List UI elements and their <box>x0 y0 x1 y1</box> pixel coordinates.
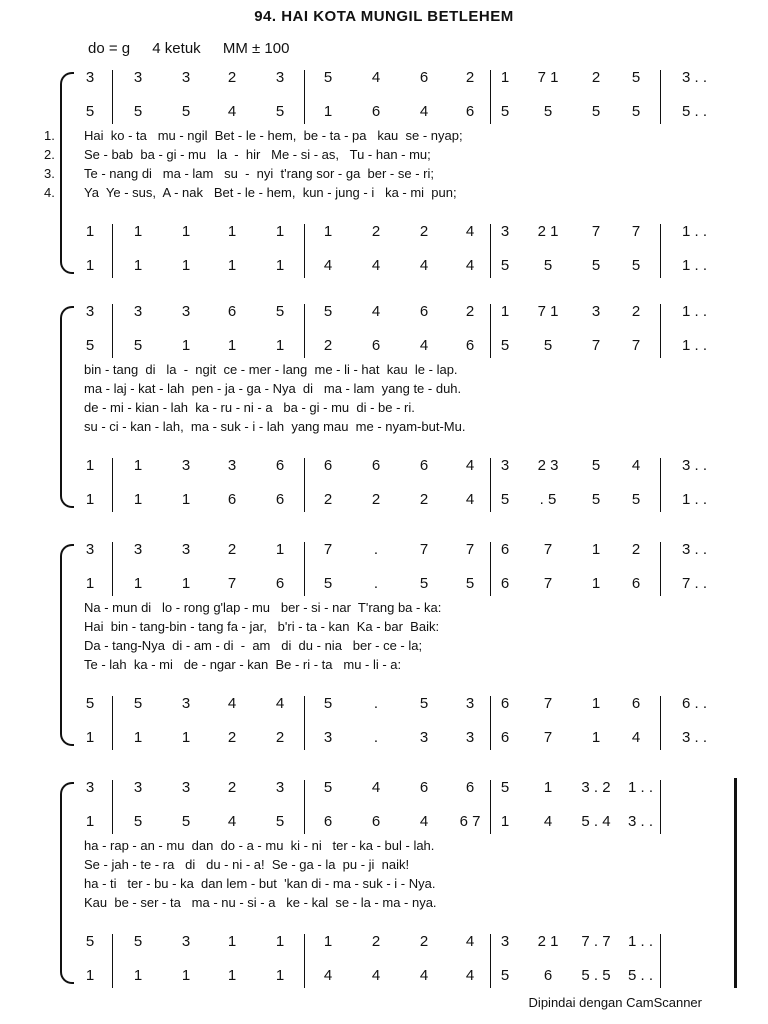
note: 5 <box>323 779 333 796</box>
lyric-line: ma - laj - kat - lah pen - ja - ga - Nya di ma - lam yang te - duh. <box>84 381 462 396</box>
note: 1 <box>133 729 143 746</box>
note: 5 <box>323 695 333 712</box>
note: 6 <box>419 303 429 320</box>
note: 5 <box>631 103 641 120</box>
note: 1 . . <box>682 491 708 508</box>
note: 5 <box>85 103 95 120</box>
note: 7 <box>631 337 641 354</box>
note: 4 <box>323 257 333 274</box>
note: 1 <box>133 575 143 592</box>
note: 6 <box>227 303 237 320</box>
note: 1 <box>181 491 191 508</box>
note: 4 <box>543 813 553 830</box>
time-signature: 4 ketuk <box>152 40 201 57</box>
note: 1 <box>500 69 510 86</box>
note: 5 <box>591 491 601 508</box>
voice-3-row <box>0 222 768 242</box>
note: 5 <box>419 695 429 712</box>
note: 6 . . <box>682 695 708 712</box>
note: 7 <box>543 541 553 558</box>
note: 4 <box>465 257 475 274</box>
note: 7 1 <box>537 69 559 86</box>
note: 3 <box>181 69 191 86</box>
note: 6 <box>500 695 510 712</box>
note: 3 <box>275 779 285 796</box>
note: 5 <box>323 575 333 592</box>
note: 6 <box>371 457 381 474</box>
note: 3 <box>181 933 191 950</box>
note: 3 <box>227 457 237 474</box>
lyric-line: bin - tang di la - ngit ce - mer - lang me - li - hat kau le - lap. <box>84 362 458 377</box>
note: 7 . 7 <box>581 933 611 950</box>
lyric-line: de - mi - kian - lah ka - ru - ni - a ba - gi - mu di - be - ri. <box>84 400 415 415</box>
note: 3 <box>181 541 191 558</box>
note: 4 <box>419 813 429 830</box>
note: 5 . . <box>682 103 708 120</box>
lyric-line: su - ci - kan - lah, ma - suk - i - lah yang mau me - nyam-but-Mu. <box>84 419 466 434</box>
note: 1 <box>227 223 237 240</box>
note: 3 <box>500 223 510 240</box>
note: 3 . . <box>682 457 708 474</box>
note: 6 <box>227 491 237 508</box>
note: 6 <box>371 813 381 830</box>
note: 3 <box>85 69 95 86</box>
note: 7 . . <box>682 575 708 592</box>
note: . <box>373 729 379 746</box>
note: 5 <box>133 337 143 354</box>
note: 1 . . <box>682 303 708 320</box>
note: 1 <box>85 813 95 830</box>
note: 2 1 <box>537 223 559 240</box>
lyric-line: Hai ko - ta mu - ngil Bet - le - hem, be - ta - pa kau se - nyap; <box>84 128 463 143</box>
note: 3 <box>85 541 95 558</box>
note: 3 <box>591 303 601 320</box>
note: 3 <box>133 779 143 796</box>
note: 2 <box>631 541 641 558</box>
note: 1 <box>275 541 285 558</box>
note: 5 <box>591 103 601 120</box>
note: 1 . . <box>682 223 708 240</box>
note: 2 <box>591 69 601 86</box>
note: 3 . . <box>682 729 708 746</box>
note: 5 <box>543 103 553 120</box>
note: 1 <box>133 457 143 474</box>
note: 1 . . <box>628 779 654 796</box>
note: 7 <box>465 541 475 558</box>
note: 6 <box>275 575 285 592</box>
note: 5 <box>85 337 95 354</box>
verse-number: 2. <box>44 147 55 162</box>
note: 2 <box>323 491 333 508</box>
note: 3 <box>465 695 475 712</box>
note: 1 . . <box>628 933 654 950</box>
note: 4 <box>465 457 475 474</box>
note: 5 <box>133 103 143 120</box>
note: 4 <box>227 695 237 712</box>
note: 1 <box>85 729 95 746</box>
note: 2 <box>227 779 237 796</box>
note: 4 <box>371 967 381 984</box>
note: 1 <box>500 813 510 830</box>
note: 4 <box>419 337 429 354</box>
note: 6 <box>419 779 429 796</box>
note: 1 <box>85 575 95 592</box>
note: 5 <box>500 779 510 796</box>
note: 7 <box>543 695 553 712</box>
note: 6 <box>419 457 429 474</box>
note: 4 <box>275 695 285 712</box>
voice-4-row <box>0 728 768 748</box>
note: 6 <box>371 337 381 354</box>
note: 3 . . <box>628 813 654 830</box>
note: 5 <box>591 257 601 274</box>
note: 4 <box>323 967 333 984</box>
note: 1 <box>275 223 285 240</box>
note: 5 <box>419 575 429 592</box>
note: 6 <box>323 457 333 474</box>
note: 3 <box>181 303 191 320</box>
note: 1 <box>181 337 191 354</box>
note: 1 <box>181 575 191 592</box>
note: 6 <box>500 541 510 558</box>
note: 1 <box>275 257 285 274</box>
note: 2 3 <box>537 457 559 474</box>
note: 7 <box>543 575 553 592</box>
note: 1 <box>227 933 237 950</box>
note: 3 <box>500 933 510 950</box>
note: 5 <box>133 813 143 830</box>
note: 6 <box>631 575 641 592</box>
note: 1 <box>591 541 601 558</box>
note: 4 <box>631 729 641 746</box>
note: 1 <box>275 967 285 984</box>
note: 1 <box>85 223 95 240</box>
note: 5 <box>85 695 95 712</box>
note: 3 <box>181 779 191 796</box>
note: 5 <box>133 933 143 950</box>
note: 4 <box>465 967 475 984</box>
voice-1-row <box>0 68 768 88</box>
note: 5 <box>631 69 641 86</box>
note: 4 <box>371 257 381 274</box>
note: 2 <box>465 69 475 86</box>
note: 4 <box>419 257 429 274</box>
note: 5 <box>181 813 191 830</box>
verse-number: 1. <box>44 128 55 143</box>
note: 1 <box>85 967 95 984</box>
note: 1 <box>323 933 333 950</box>
lyric-line: Se - jah - te - ra di du - ni - a! Se - ga - la pu - ji naik! <box>84 857 410 872</box>
note: 3 <box>419 729 429 746</box>
note: 2 <box>371 223 381 240</box>
note: 1 <box>227 257 237 274</box>
note: 3 <box>181 695 191 712</box>
lyric-line: Hai bin - tang-bin - tang fa - jar, b'ri - ta - kan Ka - bar Baik: <box>84 619 440 634</box>
note: 4 <box>371 69 381 86</box>
note: 1 <box>133 257 143 274</box>
note: 5 <box>631 491 641 508</box>
voice-4-row <box>0 490 768 510</box>
lyric-line: Te - lah ka - mi de - ngar - kan Be - ri - ta mu - li - a: <box>84 657 402 672</box>
note: 1 <box>591 575 601 592</box>
note: 1 <box>85 457 95 474</box>
note: 4 <box>419 103 429 120</box>
note: 5 <box>275 813 285 830</box>
note: . <box>373 575 379 592</box>
note: 5 <box>465 575 475 592</box>
scanner-watermark: Dipindai dengan CamScanner <box>528 995 702 1010</box>
note: 1 <box>323 223 333 240</box>
note: 1 <box>323 103 333 120</box>
note: 3 <box>275 69 285 86</box>
note: 1 <box>500 303 510 320</box>
note: 1 <box>181 223 191 240</box>
note: 6 <box>500 575 510 592</box>
note: 3 <box>323 729 333 746</box>
song-title: 94. HAI KOTA MUNGIL BETLEHEM <box>254 8 514 25</box>
verse-number: 4. <box>44 185 55 200</box>
voice-2-row <box>0 102 768 122</box>
note: 3 <box>133 541 143 558</box>
key-signature: do = g <box>88 40 131 57</box>
note: 7 1 <box>537 303 559 320</box>
note: 5 <box>631 257 641 274</box>
voice-1-row <box>0 302 768 322</box>
note: 5 . . <box>628 967 654 984</box>
note: 3 . 2 <box>581 779 611 796</box>
note: 6 <box>419 69 429 86</box>
note: 3 <box>181 457 191 474</box>
lyric-line: ha - ti ter - bu - ka dan lem - but 'kan di - ma - suk - i - Nya. <box>84 876 436 891</box>
note: 7 <box>227 575 237 592</box>
note: 6 <box>275 457 285 474</box>
note: 7 <box>419 541 429 558</box>
note: 5 <box>275 303 285 320</box>
note: 1 <box>591 729 601 746</box>
note: 4 <box>227 813 237 830</box>
note: 3 <box>133 303 143 320</box>
voice-1-row <box>0 540 768 560</box>
note: 1 . . <box>682 257 708 274</box>
voice-4-row <box>0 256 768 276</box>
note: 4 <box>465 223 475 240</box>
note: 2 <box>465 303 475 320</box>
note: 1 <box>227 967 237 984</box>
note: 2 <box>275 729 285 746</box>
voice-2-row <box>0 336 768 356</box>
note: 2 <box>371 933 381 950</box>
final-barline <box>734 778 737 988</box>
note: 4 <box>371 303 381 320</box>
note: 1 <box>85 257 95 274</box>
note: 1 . . <box>682 337 708 354</box>
voice-2-row <box>0 812 768 832</box>
note: 3 <box>85 303 95 320</box>
note: 5 <box>323 69 333 86</box>
note: 1 <box>181 257 191 274</box>
note: 5 <box>275 103 285 120</box>
note: 5 <box>85 933 95 950</box>
metronome-mark: MM ± 100 <box>222 40 290 57</box>
note: 5 <box>323 303 333 320</box>
note: 2 <box>419 223 429 240</box>
note: 1 <box>275 337 285 354</box>
note: 6 <box>543 967 553 984</box>
lyric-line: ha - rap - an - mu dan do - a - mu ki - ni ter - ka - bul - lah. <box>84 838 435 853</box>
note: 5 <box>181 103 191 120</box>
note: 7 <box>631 223 641 240</box>
note: 2 <box>631 303 641 320</box>
note: 5 <box>500 257 510 274</box>
lyric-line: Na - mun di lo - rong g'lap - mu ber - si - nar T'rang ba - ka: <box>84 600 442 615</box>
lyric-line: Te - nang di ma - lam su - nyi t'rang sor - ga ber - se - ri; <box>84 166 434 181</box>
note: 3 <box>133 69 143 86</box>
note: 7 <box>543 729 553 746</box>
note: 1 <box>133 491 143 508</box>
lyric-line: Kau be - ser - ta ma - nu - si - a ke - kal se - la - ma - nya. <box>84 895 437 910</box>
note: 4 <box>465 491 475 508</box>
note: 2 <box>371 491 381 508</box>
note: 7 <box>323 541 333 558</box>
note: 2 <box>419 491 429 508</box>
note: 3 <box>465 729 475 746</box>
note: 1 <box>181 967 191 984</box>
note: 1 <box>591 695 601 712</box>
note: 3 . . <box>682 541 708 558</box>
voice-3-row <box>0 456 768 476</box>
tempo-line <box>88 40 307 57</box>
note: 4 <box>419 967 429 984</box>
note: 4 <box>227 103 237 120</box>
note: 1 <box>543 779 553 796</box>
note: 7 <box>591 223 601 240</box>
note: 5 . 5 <box>581 967 611 984</box>
note: 1 <box>227 337 237 354</box>
note: 2 <box>419 933 429 950</box>
note: 3 <box>500 457 510 474</box>
note: 5 <box>500 967 510 984</box>
note: 7 <box>591 337 601 354</box>
note: 5 . 4 <box>581 813 611 830</box>
note: 1 <box>181 729 191 746</box>
note: 6 <box>371 103 381 120</box>
note: 5 <box>591 457 601 474</box>
note: 6 <box>500 729 510 746</box>
note: 2 1 <box>537 933 559 950</box>
note: 6 <box>323 813 333 830</box>
note: 6 <box>465 103 475 120</box>
lyric-line: Da - tang-Nya di - am - di - am di du - nia ber - ce - la; <box>84 638 423 653</box>
verse-number: 3. <box>44 166 55 181</box>
note: 5 <box>543 337 553 354</box>
note: 5 <box>500 103 510 120</box>
note: 5 <box>543 257 553 274</box>
voice-3-row <box>0 932 768 952</box>
note: . <box>373 695 379 712</box>
voice-2-row <box>0 574 768 594</box>
note: . 5 <box>539 491 557 508</box>
note: 6 <box>465 779 475 796</box>
note: 1 <box>85 491 95 508</box>
note: 2 <box>227 541 237 558</box>
note: 5 <box>500 337 510 354</box>
note: 4 <box>631 457 641 474</box>
note: 4 <box>371 779 381 796</box>
lyric-line: Ya Ye - sus, A - nak Bet - le - hem, kun - jung - i ka - mi pun; <box>84 185 457 200</box>
note: 5 <box>133 695 143 712</box>
note: 1 <box>133 967 143 984</box>
note: 6 7 <box>459 813 481 830</box>
note: 2 <box>227 69 237 86</box>
note: 2 <box>227 729 237 746</box>
voice-3-row <box>0 694 768 714</box>
voice-4-row <box>0 966 768 986</box>
note: 6 <box>465 337 475 354</box>
voice-1-row <box>0 778 768 798</box>
note: . <box>373 541 379 558</box>
note: 4 <box>465 933 475 950</box>
note: 6 <box>275 491 285 508</box>
note: 3 . . <box>682 69 708 86</box>
note: 3 <box>85 779 95 796</box>
note: 5 <box>500 491 510 508</box>
lyric-line: Se - bab ba - gi - mu la - hir Me - si - as, Tu - han - mu; <box>84 147 431 162</box>
note: 1 <box>133 223 143 240</box>
note: 6 <box>631 695 641 712</box>
note: 1 <box>275 933 285 950</box>
note: 2 <box>323 337 333 354</box>
